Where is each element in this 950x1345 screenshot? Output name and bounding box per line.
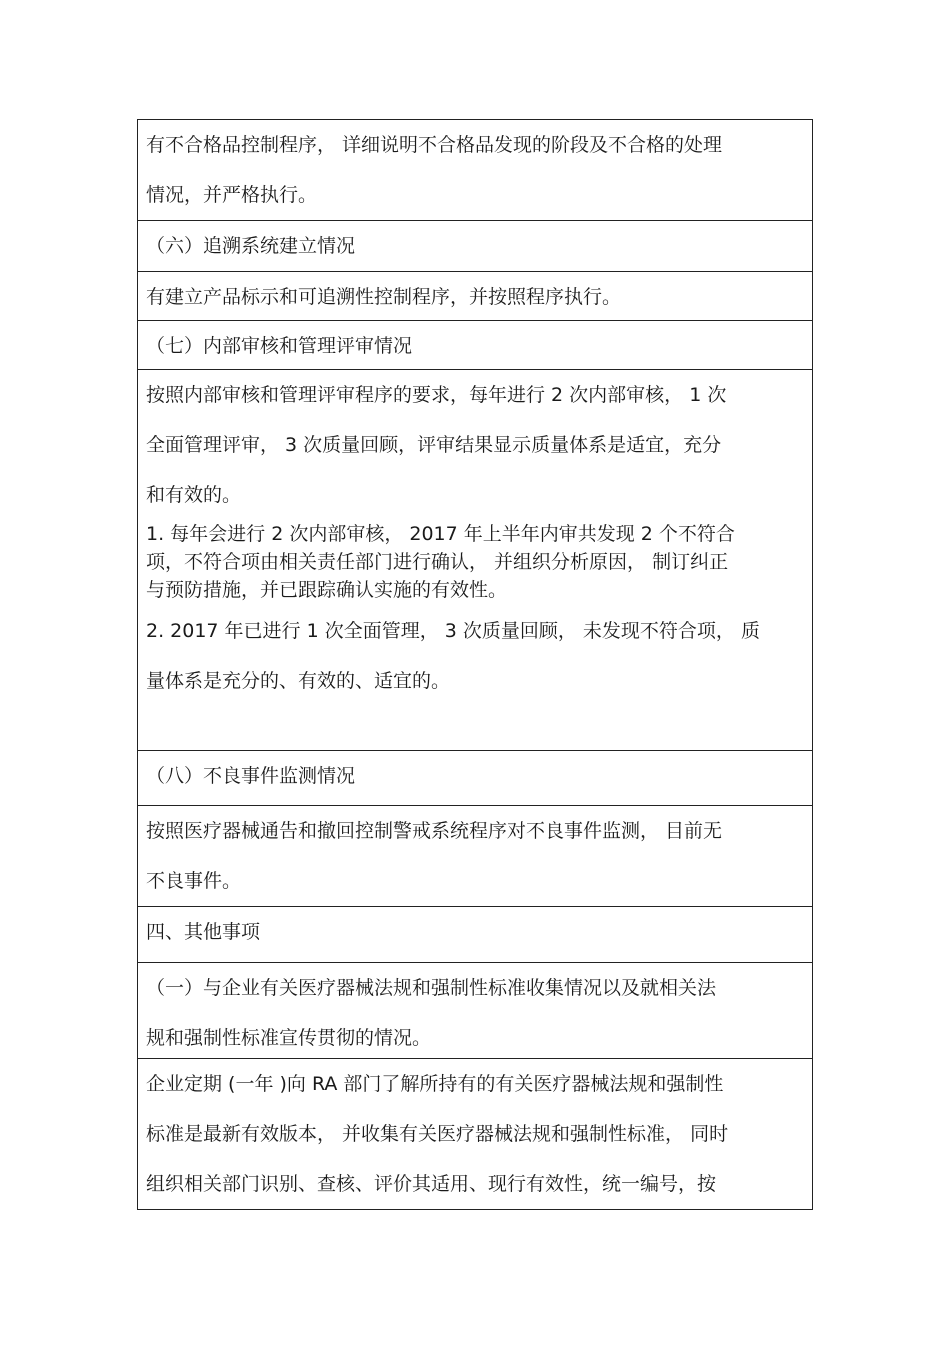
text-line: 按照内部审核和管理评审程序的要求，每年进行 2 次内部审核， 1 次 [146,384,727,406]
section-heading-row [138,220,812,271]
section-heading: （七）内部审核和管理评审情况 [146,335,413,357]
text-line: 有建立产品标示和可追溯性控制程序，并按照程序执行。 [146,286,622,308]
section-heading: 四、其他事项 [146,921,261,943]
table-row [138,120,812,220]
table-row [138,606,812,750]
text-line: （一）与企业有关医疗器械法规和强制性标准收集情况以及就相关法 [146,977,717,999]
text-line: 1. 每年会进行 2 次内部审核， 2017 年上半年内审共发现 2 个不符合 [146,523,735,545]
section-heading: （八）不良事件监测情况 [146,765,356,787]
text-line: 情况，并严格执行。 [146,184,318,206]
table-row [138,805,812,906]
section-heading-row [138,906,812,962]
text-line: 与预防措施，并已跟踪确认实施的有效性。 [146,579,508,601]
text-line: 标准是最新有效版本， 并收集有关医疗器械法规和强制性标准， 同时 [146,1123,729,1145]
table-row [138,516,812,606]
table-row [138,271,812,320]
section-heading-row [138,320,812,369]
text-line: 全面管理评审， 3 次质量回顾，评审结果显示质量体系是适宜，充分 [146,434,722,456]
text-line: 有不合格品控制程序， 详细说明不合格品发现的阶段及不合格的处理 [146,134,723,156]
text-line: 和有效的。 [146,484,242,506]
table-row [138,1058,812,1209]
section-heading-row [138,750,812,805]
text-line: 项，不符合项由相关责任部门进行确认， 并组织分析原因， 制订纠正 [146,551,729,573]
text-line [146,706,804,750]
text-line: 按照医疗器械通告和撤回控制警戒系统程序对不良事件监测， 目前无 [146,820,723,842]
document-table [137,119,813,1210]
section-heading: （六）追溯系统建立情况 [146,235,356,257]
text-line: 2. 2017 年已进行 1 次全面管理， 3 次质量回顾， 未发现不符合项， 质 [146,620,760,642]
table-row [138,369,812,516]
text-line: 组织相关部门识别、查核、评价其适用、现行有效性，统一编号，按 [146,1173,717,1195]
text-line: 企业定期 (一年 )向 RA 部门了解所持有的有关医疗器械法规和强制性 [146,1073,724,1095]
text-line: 不良事件。 [146,870,242,892]
text-line: 规和强制性标准宣传贯彻的情况。 [146,1027,432,1049]
table-row [138,962,812,1058]
text-line: 量体系是充分的、有效的、适宜的。 [146,670,451,692]
